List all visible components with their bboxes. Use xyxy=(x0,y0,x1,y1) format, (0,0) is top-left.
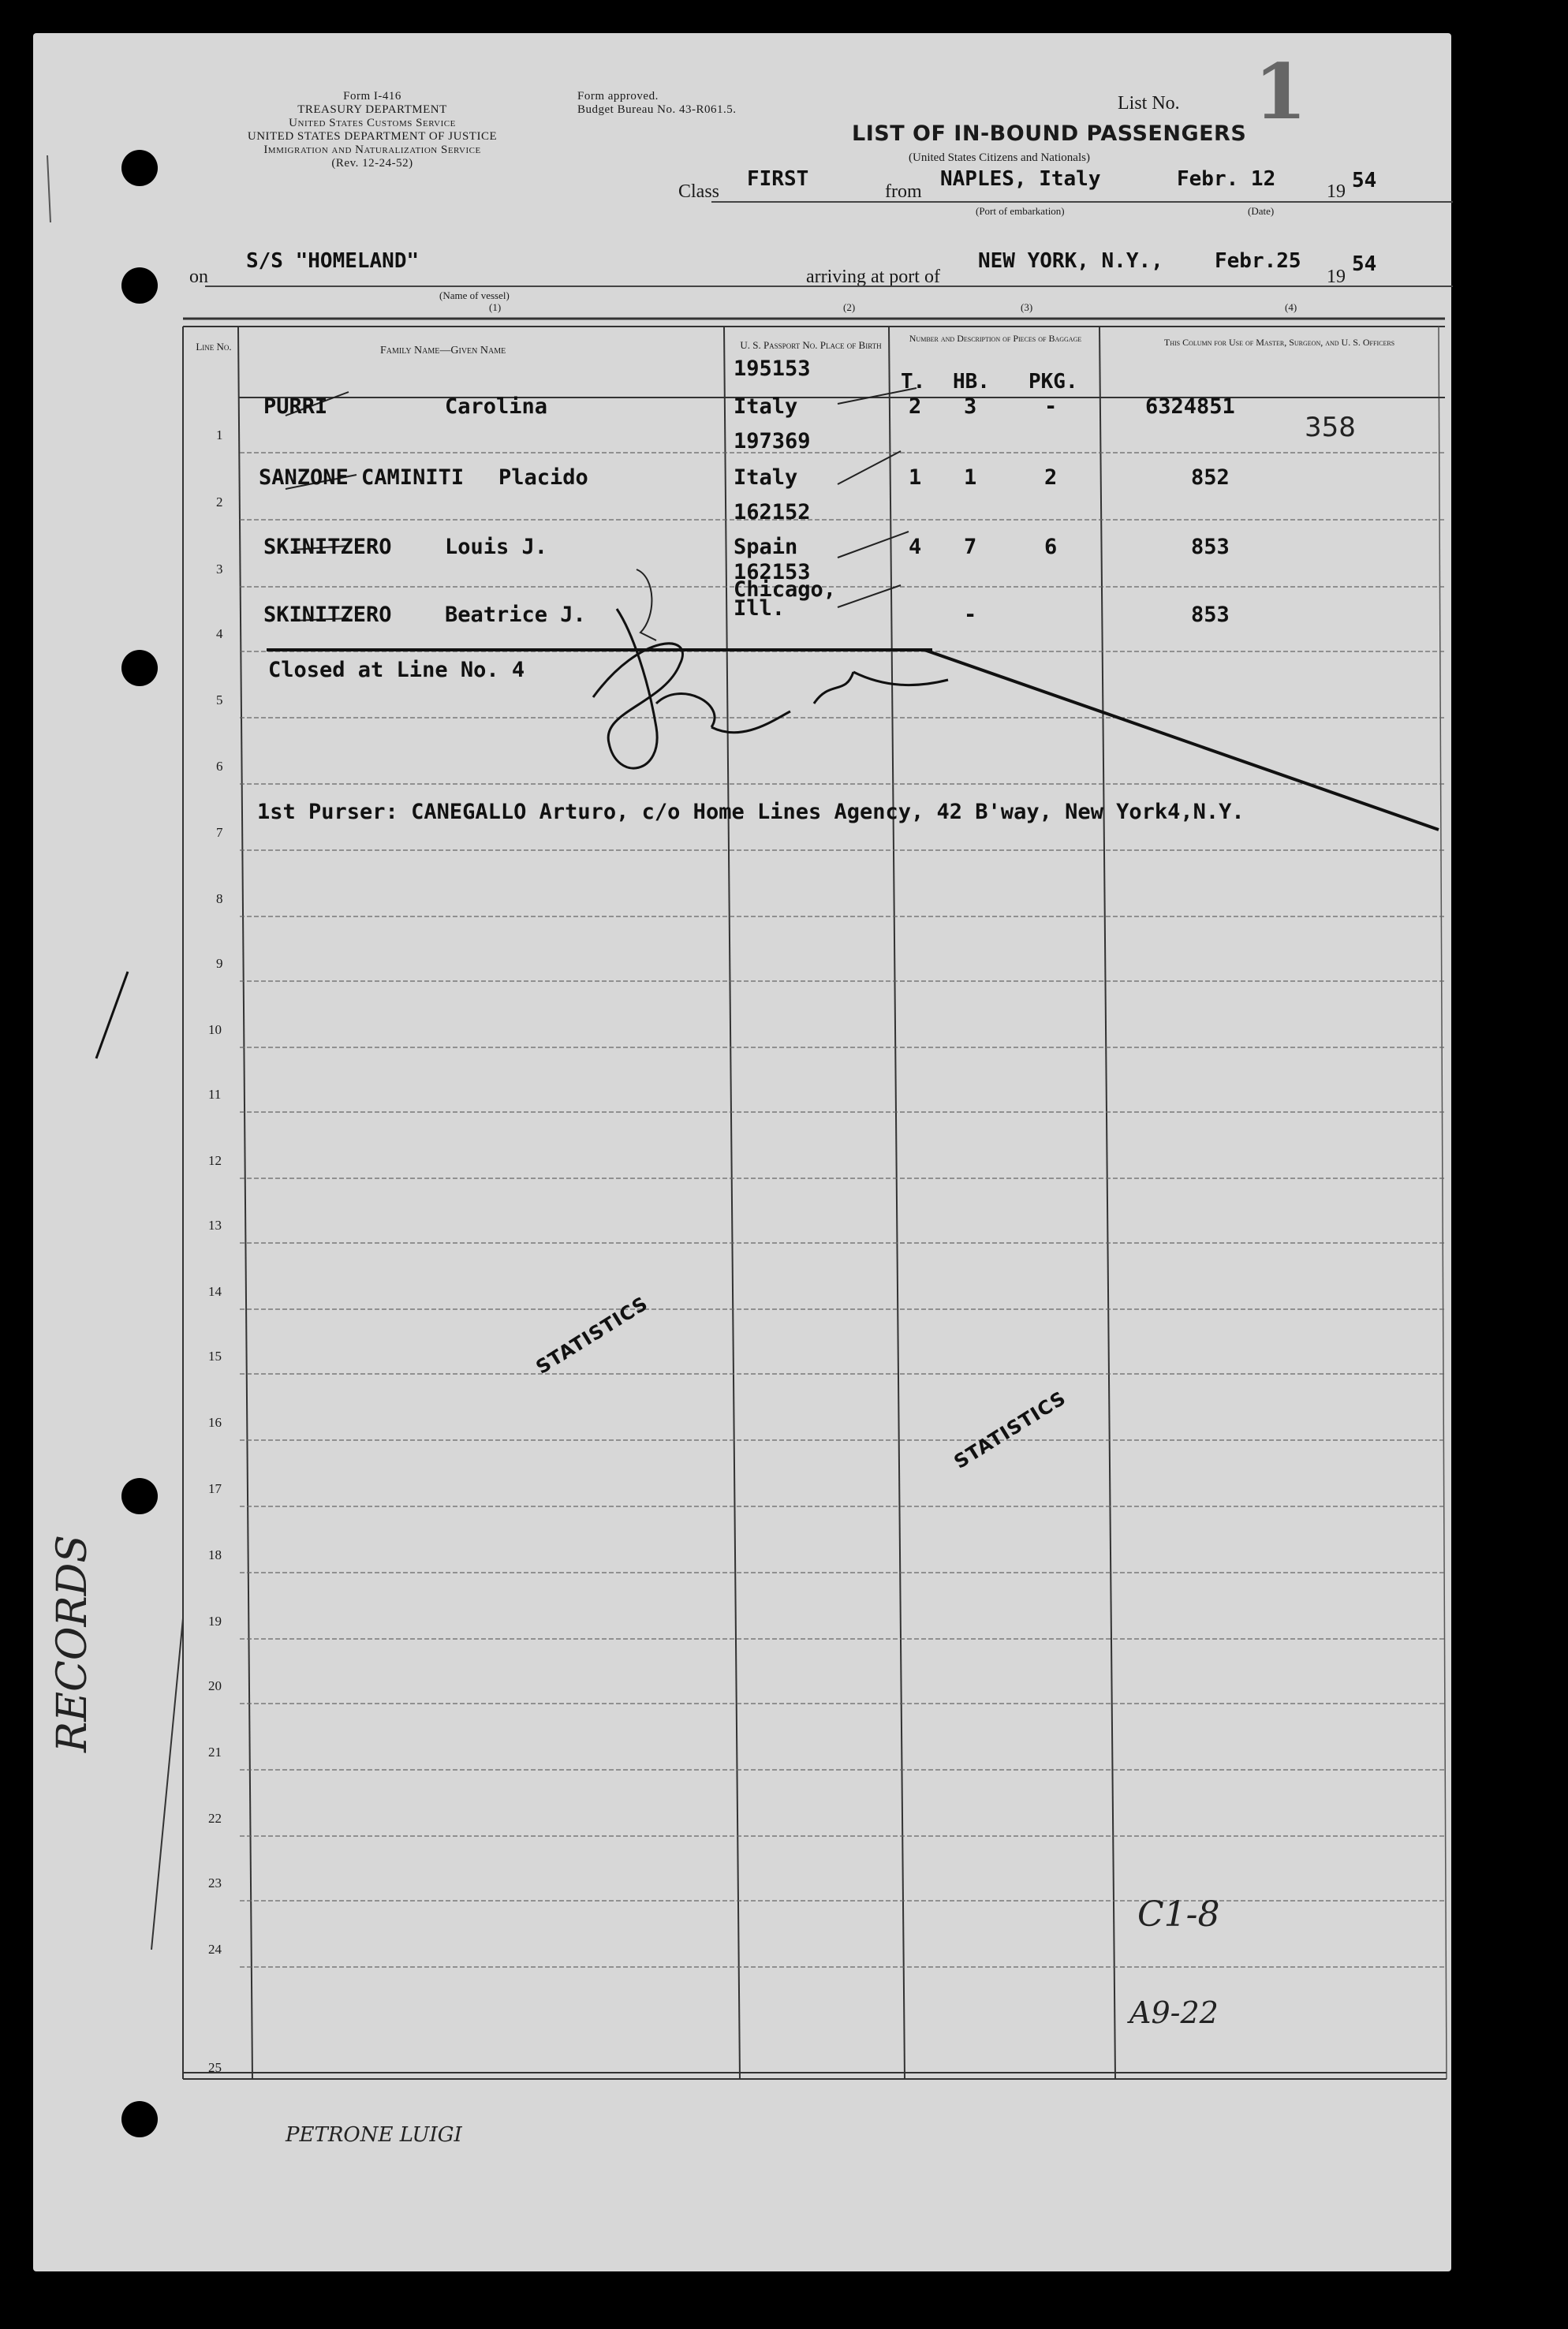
embarkation-caption: (Port of embarkation) xyxy=(976,205,1065,217)
treasury-dept: TREASURY DEPARTMENT xyxy=(297,103,447,116)
page-subtitle: (United States Citizens and Nationals) xyxy=(909,151,1090,164)
line-number: 3 xyxy=(216,562,223,577)
class-value: FIRST xyxy=(747,167,809,191)
budget-bureau: Budget Bureau No. 43-R061.5. xyxy=(577,103,737,116)
line-number: 9 xyxy=(216,956,223,971)
line-number: 2 xyxy=(216,495,223,509)
line-number: 13 xyxy=(208,1218,222,1233)
bag-pkg: 6 xyxy=(1044,535,1058,559)
list-no-label: List No. xyxy=(1118,93,1180,114)
line-number: 5 xyxy=(216,692,223,707)
officer-number: 853 xyxy=(1191,603,1230,627)
handwritten-358: 358 xyxy=(1305,412,1356,443)
date-caption: (Date) xyxy=(1248,205,1275,217)
header-passport: U. S. Passport No. Place of Birth xyxy=(740,339,882,351)
ins-service: Immigration and Naturalization Service xyxy=(263,144,481,156)
passport-number: 162153 xyxy=(734,560,811,584)
vessel-name: S/S "HOMELAND" xyxy=(246,249,420,273)
line-number: 22 xyxy=(208,1811,222,1826)
statistics-stamp: STATISTICS xyxy=(950,1387,1070,1473)
on-label: on xyxy=(189,267,208,287)
line-number: 20 xyxy=(208,1678,222,1693)
officer-number: 853 xyxy=(1191,535,1230,559)
depart-year: 54 xyxy=(1352,169,1377,192)
header-baggage: Number and Description of Pieces of Baggage xyxy=(909,333,1082,344)
birth-place: Italy xyxy=(734,465,798,490)
bag-hb: 1 xyxy=(964,465,977,490)
depart-date: Febr. 12 xyxy=(1177,167,1276,191)
vessel-caption: (Name of vessel) xyxy=(439,289,510,301)
form-revision: (Rev. 12-24-52) xyxy=(331,157,413,170)
line-number: 11 xyxy=(208,1087,222,1102)
document-page xyxy=(33,33,1451,2271)
line-number: 18 xyxy=(208,1547,222,1562)
line-number: 6 xyxy=(216,759,223,774)
line-number: 1 xyxy=(216,427,223,442)
passport-number: 197369 xyxy=(734,429,811,453)
statistics-stamp: STATISTICS xyxy=(532,1292,652,1379)
family-name: SKINITZERO xyxy=(263,535,392,559)
col-num-4: (4) xyxy=(1285,301,1297,313)
family-name: SKINITZERO xyxy=(263,603,392,627)
bag-hb: 3 xyxy=(964,394,977,419)
line-number: 17 xyxy=(208,1481,222,1496)
bag-t: 2 xyxy=(909,394,922,419)
bag-pkg: 2 xyxy=(1044,465,1058,490)
family-name: PURRI xyxy=(263,394,328,419)
from-value: NAPLES, Italy xyxy=(940,167,1101,191)
header-bag-t: T. xyxy=(901,370,926,394)
col-num-2: (2) xyxy=(843,301,856,313)
line-number: 10 xyxy=(208,1022,222,1037)
handwritten-c1-8: C1-8 xyxy=(1137,1894,1220,1935)
given-name: Beatrice J. xyxy=(445,603,586,627)
handwritten-records: RECORDS xyxy=(49,1535,96,1752)
depart-year-prefix: 19 xyxy=(1327,181,1346,202)
page-title: LIST OF IN-BOUND PASSENGERS xyxy=(852,121,1247,146)
line-number: 12 xyxy=(208,1153,222,1168)
customs-service: United States Customs Service xyxy=(289,117,456,129)
arrival-port: NEW YORK, N.Y., xyxy=(978,249,1163,273)
bag-t: 4 xyxy=(909,535,922,559)
given-name: Carolina xyxy=(445,394,548,419)
class-label: Class xyxy=(678,181,720,202)
passport-number: 162152 xyxy=(734,500,811,524)
given-name: Placido xyxy=(498,465,588,490)
purser-line: 1st Purser: CANEGALLO Arturo, c/o Home Lines Agency, 42 B'way, New York4,N.Y. xyxy=(257,800,1245,824)
birth-place: Chicago, Ill. xyxy=(734,577,837,621)
closed-at-line: Closed at Line No. 4 xyxy=(268,658,525,682)
line-number: 16 xyxy=(208,1415,222,1430)
given-name: Louis J. xyxy=(445,535,548,559)
form-number: Form I-416 xyxy=(343,90,401,103)
col-num-3: (3) xyxy=(1021,301,1033,313)
line-number: 14 xyxy=(208,1284,222,1299)
handwritten-a9-22: A9-22 xyxy=(1129,1995,1219,2030)
arrive-year: 54 xyxy=(1352,252,1377,276)
line-number: 7 xyxy=(216,825,223,840)
handwritten-petrone: PETRONE LUIGI xyxy=(286,2123,462,2147)
header-bag-hb: HB. xyxy=(953,370,990,394)
header-name: Family Name—Given Name xyxy=(380,345,506,356)
bag-t: 1 xyxy=(909,465,922,490)
line-number: 19 xyxy=(208,1614,222,1629)
header-line-no: Line No. xyxy=(196,341,232,353)
arrive-year-prefix: 19 xyxy=(1327,267,1346,287)
line-number: 24 xyxy=(208,1942,222,1957)
col-num-1: (1) xyxy=(489,301,502,313)
from-label: from xyxy=(885,181,922,202)
list-number: 1 xyxy=(1254,47,1307,136)
line-number: 15 xyxy=(208,1349,222,1364)
arrival-date: Febr.25 xyxy=(1215,249,1301,273)
justice-dept: UNITED STATES DEPARTMENT OF JUSTICE xyxy=(247,130,498,143)
line-number: 21 xyxy=(208,1745,222,1760)
bag-pkg: - xyxy=(1044,394,1058,419)
bag-hb: - xyxy=(964,603,977,627)
line-number: 23 xyxy=(208,1876,222,1890)
form-approved: Form approved. xyxy=(577,90,659,103)
passport-number: 195153 xyxy=(734,356,811,381)
header-bag-pkg: PKG. xyxy=(1029,370,1078,394)
birth-place: Spain xyxy=(734,535,798,559)
arriving-label: arriving at port of xyxy=(806,267,940,287)
family-name: SANZONE CAMINITI xyxy=(259,465,465,490)
header-officers: This Column for Use of Master, Surgeon, and U. S. Officers xyxy=(1163,337,1395,348)
line-number: 4 xyxy=(216,626,223,641)
line-number: 25 xyxy=(208,2060,222,2075)
line-number: 8 xyxy=(216,891,223,906)
birth-place: Italy xyxy=(734,394,798,419)
officer-number: 852 xyxy=(1191,465,1230,490)
officer-number: 6324851 xyxy=(1145,394,1235,419)
bag-hb: 7 xyxy=(964,535,977,559)
